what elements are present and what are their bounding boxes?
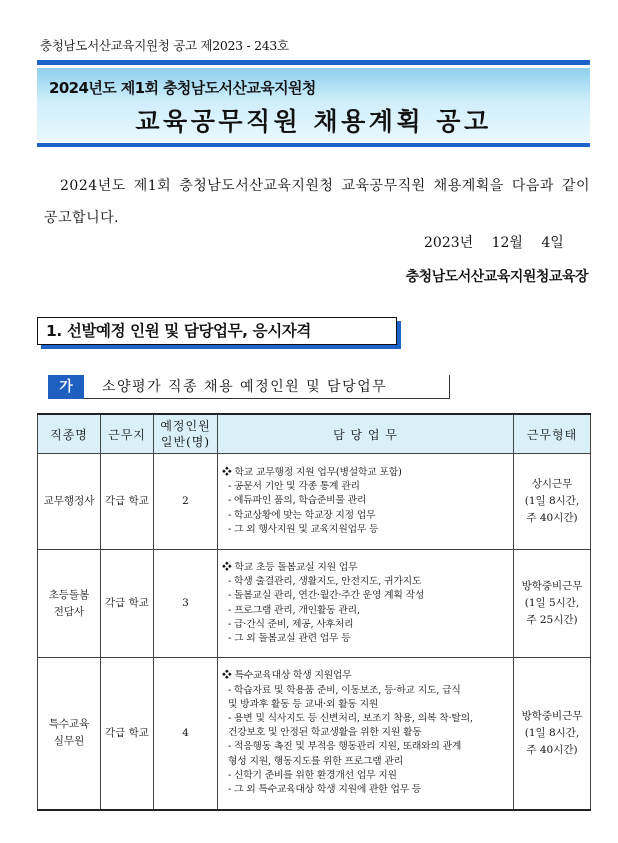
header-count-line1: 예정인원 — [160, 419, 211, 433]
duty-item: - 에듀파인 품의, 학습준비물 관리 — [228, 495, 367, 507]
header-place: 근무지 — [101, 414, 154, 454]
duty-item: - 용변 및 식사지도 등 신변처리, 보조기 착용, 의복 착·탈의, — [228, 712, 473, 724]
header-job: 직종명 — [38, 414, 101, 454]
page-title: 교육공무직원 채용계획 공고 — [135, 107, 492, 136]
duty-heading: ❖ 학교 초등 돌봄교실 지원 업무 — [222, 561, 358, 573]
duty-item: - 학생 출결관리, 생활지도, 안전지도, 귀가지도 — [228, 576, 422, 588]
title-top-rule — [37, 60, 590, 65]
row-work-type — [514, 454, 591, 550]
duty-item: - 급·간식 준비, 제공, 사후처리 — [228, 618, 354, 630]
header-count — [154, 414, 218, 454]
recruitment-table — [37, 413, 591, 811]
duty-item: - 신학기 준비를 위한 환경개선 업무 지원 — [228, 769, 397, 781]
work-type-line1: 상시근무 — [531, 478, 573, 490]
work-type-line2: (1일 8시간, — [524, 495, 580, 507]
subsection-title: 소양평가 직종 채용 예정인원 및 담당업무 — [84, 375, 450, 399]
row-place: 각급 학교 — [101, 550, 154, 658]
duty-item: - 그 외 특수교육대상 학생 지원에 관한 업무 등 — [228, 783, 422, 795]
header-count-line2: 일반(명) — [160, 435, 211, 449]
title-banner — [37, 68, 590, 142]
row-duties — [218, 454, 514, 550]
duty-item: - 프로그램 관리, 개인활동 관리, — [228, 604, 360, 616]
row-count: 2 — [154, 454, 218, 550]
row-job — [38, 658, 101, 810]
header-duties: 담 당 업 무 — [218, 414, 514, 454]
header-type: 근무형태 — [514, 414, 591, 454]
duty-item: 건강보호 및 안정된 학교생활을 위한 지원 활동 — [228, 727, 422, 739]
intro-paragraph: 2024년도 제1회 충청남도서산교육지원청 교육공무직원 채용계획을 다음과 같이 공고합니다. — [44, 178, 590, 226]
duty-item: 형성 지원, 행동지도를 위한 프로그램 관리 — [228, 755, 403, 767]
title-bottom-rule — [37, 143, 590, 147]
work-type-line3: 주 25시간) — [526, 614, 578, 626]
row-place: 각급 학교 — [101, 658, 154, 810]
duty-item: - 적응행동 촉진 및 부적응 행동관리 지원, 또래와의 관계 — [228, 741, 462, 753]
duty-item: - 그 외 행사지원 및 교육지원업무 등 — [228, 523, 379, 535]
duty-item: 및 방과후 활동 등 교내·외 활동 지원 — [228, 698, 379, 710]
duty-item: - 공문서 기안 및 각종 통계 관리 — [228, 481, 360, 493]
table-row — [38, 454, 591, 550]
table-header-row — [38, 414, 591, 454]
row-duties — [218, 550, 514, 658]
row-work-type — [514, 550, 591, 658]
duty-heading: ❖ 학교 교무행정 지원 업무(병설학교 포함) — [222, 466, 402, 478]
notice-number: 충청남도서산교육지원청 공고 제2023 - 243호 — [40, 38, 289, 53]
duty-item: - 학교상황에 맞는 학교장 지정 업무 — [228, 509, 376, 521]
row-job: 교무행정사 — [38, 454, 101, 550]
section-heading-1: 1. 선발예정 인원 및 담당업무, 응시자격 — [37, 317, 397, 345]
duty-item: - 그 외 돌봄교실 관련 업무 등 — [228, 632, 351, 644]
row-job — [38, 550, 101, 658]
job-line2: 실무원 — [53, 735, 85, 748]
table-row — [38, 658, 591, 810]
duty-heading: ❖ 특수교육대상 학생 지원업무 — [222, 670, 352, 682]
work-type-line3: 주 40시간) — [526, 743, 578, 756]
job-line1: 초등돌봄 — [48, 588, 90, 601]
issuer-name: 충청남도서산교육지원청교육장 — [405, 269, 588, 285]
work-type-line1: 방학중비근무 — [521, 709, 583, 722]
duty-item: - 돌봄교실 관리, 연간·월간·주간 운영 계획 작성 — [228, 590, 425, 602]
job-line1: 특수교육 — [48, 718, 90, 731]
work-type-line2: (1일 5시간, — [524, 597, 580, 609]
row-work-type — [514, 658, 591, 810]
table-row — [38, 550, 591, 658]
row-duties — [218, 658, 514, 810]
job-line2: 전담사 — [53, 605, 85, 618]
row-count: 4 — [154, 658, 218, 810]
work-type-line3: 주 40시간) — [526, 512, 578, 524]
work-type-line1: 방학중비근무 — [521, 580, 583, 592]
title-subheading: 2024년도 제1회 충청남도서산교육지원청 — [49, 79, 316, 97]
subsection-mark: 가 — [48, 375, 84, 399]
work-type-line2: (1일 8시간, — [524, 726, 580, 739]
duty-item: - 학습자료 및 학용품 준비, 이동보조, 등·하교 지도, 급식 — [228, 684, 461, 696]
row-place: 각급 학교 — [101, 454, 154, 550]
notice-date: 2023년 12월 4일 — [424, 235, 564, 251]
row-count: 3 — [154, 550, 218, 658]
